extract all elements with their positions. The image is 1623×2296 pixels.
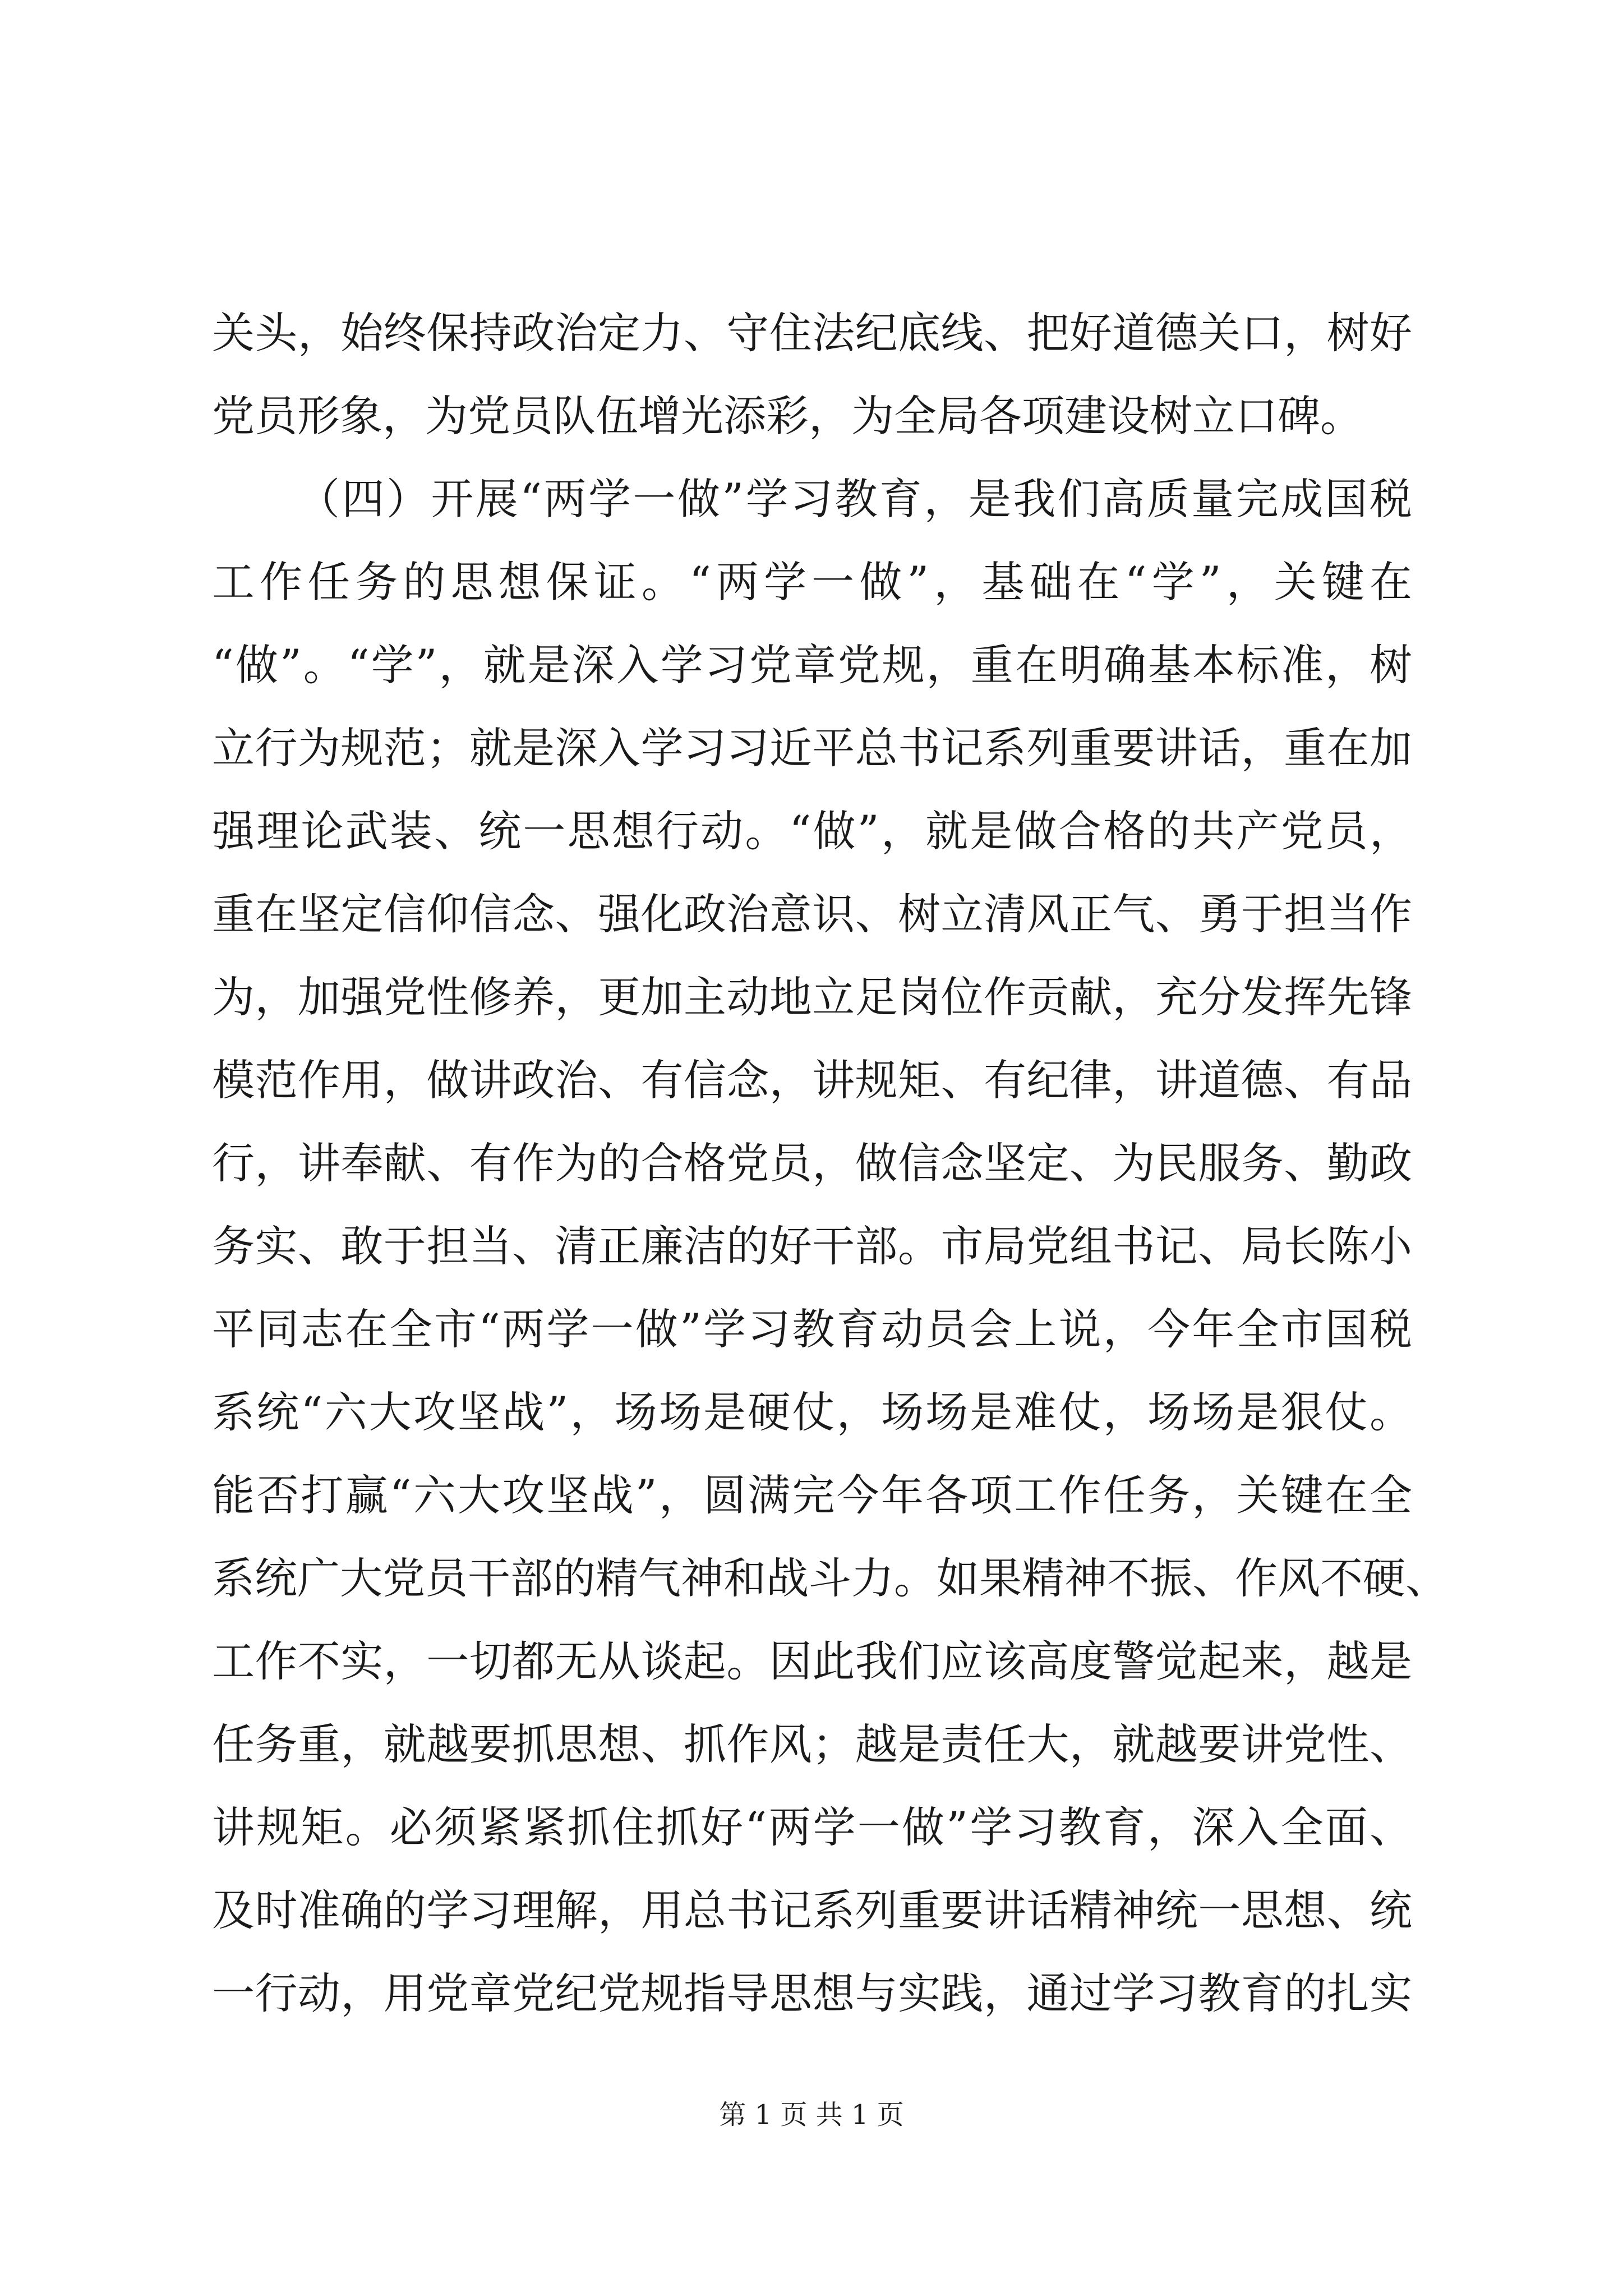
text-line: “做”。“学”，就是深入学习党章党规，重在明确基本标准，树 <box>212 640 1412 690</box>
text-line: 工作任务的思想保证。“两学一做”，基础在“学”，关键在 <box>212 557 1412 607</box>
text-line: 讲规矩。必须紧紧抓住抓好“两学一做”学习教育，深入全面、 <box>212 1802 1412 1852</box>
body-text <box>212 292 1448 2035</box>
text-line: 党员形象，为党员队伍增光添彩，为全局各项建设树立口碑。 <box>212 391 1363 441</box>
paragraph-first-line: （四）开展“两学一做”学习教育，是我们高质量完成国税 <box>297 474 1412 524</box>
text-line: 为，加强党性修养，更加主动地立足岗位作贡献，充分发挥先锋 <box>212 972 1412 1022</box>
text-line: 模范作用，做讲政治、有信念，讲规矩、有纪律，讲道德、有品 <box>212 1055 1412 1105</box>
text-line: 任务重，就越要抓思想、抓作风；越是责任大，就越要讲党性、 <box>212 1719 1412 1769</box>
text-line: 系统“六大攻坚战”，场场是硬仗，场场是难仗，场场是狠仗。 <box>212 1387 1412 1437</box>
text-line: 强理论武装、统一思想行动。“做”，就是做合格的共产党员， <box>212 806 1412 856</box>
text-line: 务实、敢于担当、清正廉洁的好干部。市局党组书记、局长陈小 <box>212 1221 1412 1271</box>
text-line: 一行动，用党章党纪党规指导思想与实践，通过学习教育的扎实 <box>212 1968 1412 2018</box>
text-line: 能否打赢“六大攻坚战”，圆满完今年各项工作任务，关键在全 <box>212 1470 1412 1520</box>
text-line: 系统广大党员干部的精气神和战斗力。如果精神不振、作风不硬、 <box>212 1553 1448 1603</box>
text-line: 立行为规范；就是深入学习习近平总书记系列重要讲话，重在加 <box>212 723 1412 773</box>
page-number-footer: 第 1 页 共 1 页 <box>719 2099 904 2131</box>
text-line: 及时准确的学习理解，用总书记系列重要讲话精神统一思想、统 <box>212 1885 1412 1935</box>
text-line: 行，讲奉献、有作为的合格党员，做信念坚定、为民服务、勤政 <box>212 1138 1412 1188</box>
text-line: 关头，始终保持政治定力、守住法纪底线、把好道德关口，树好 <box>212 308 1412 358</box>
text-line: 重在坚定信仰信念、强化政治意识、树立清风正气、勇于担当作 <box>212 889 1412 939</box>
text-line: 工作不实，一切都无从谈起。因此我们应该高度警觉起来，越是 <box>212 1636 1412 1686</box>
text-line: 平同志在全市“两学一做”学习教育动员会上说，今年全市国税 <box>212 1304 1412 1354</box>
